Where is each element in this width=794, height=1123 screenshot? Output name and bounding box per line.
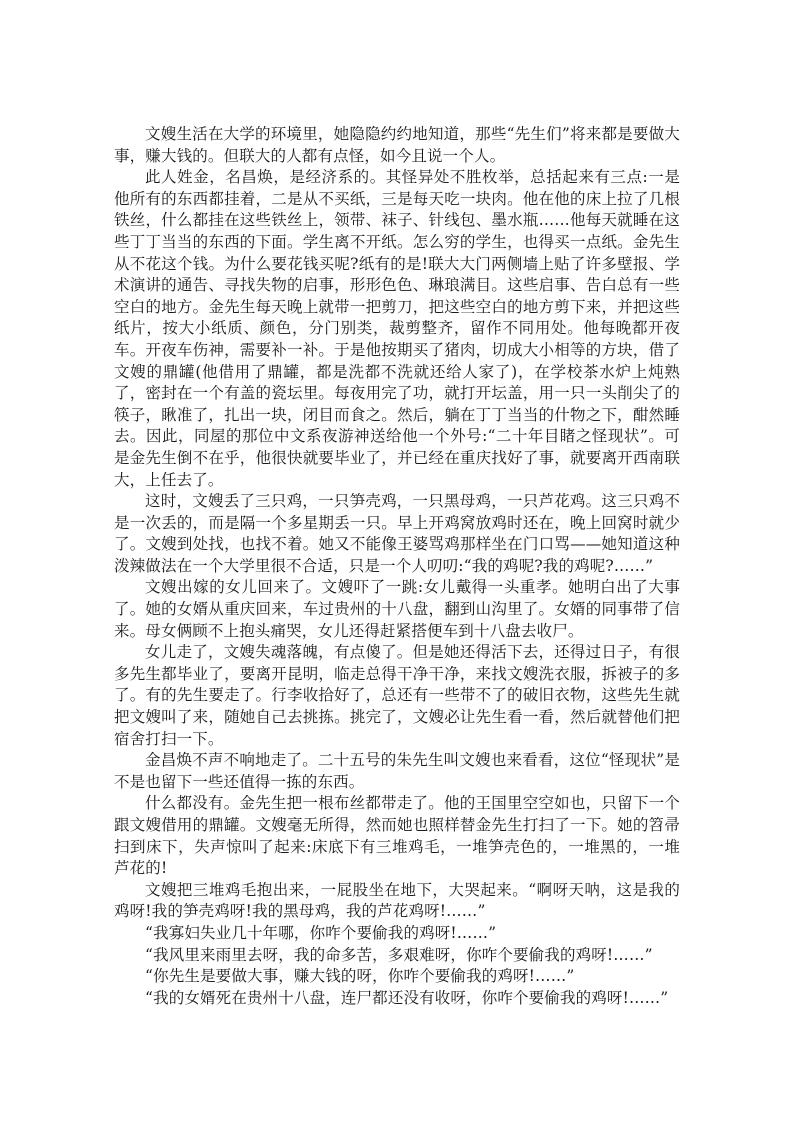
paragraph: 什么都没有。金先生把一根布丝都带走了。他的王国里空空如也，只留下一个跟文嫂借用的鼎罐。文嫂毫无所得，然而她也照样替金先生打扫了一下。她的笤帚扫到床下，失声惊叫了起来:床底下有三堆鸡毛，一堆笋壳色的，一堆黑的，一堆芦花的! <box>114 794 680 878</box>
paragraph: 文嫂生活在大学的环境里，她隐隐约约地知道，那些“先生们”将来都是要做大事，赚大钱的。但联大的人都有点怪，如今且说一个人。 <box>114 125 680 165</box>
paragraph: 女儿走了，文嫂失魂落魄，有点傻了。但是她还得活下去，还得过日子，有很多先生都毕业了，要离开昆明，临走总得干净干净，来找文嫂洗衣服，拆被子的多了。有的先生要走了。行李收拾好了，总还有一些带不了的破旧衣物，这些先生就把文嫂叫了来，随她自己去挑拣。挑完了，文嫂必让先生看一看，然后就替他们把宿舍打扫一下。 <box>114 643 680 748</box>
quote-paragraph: “我的女婿死在贵州十八盘，连尸都还没有收呀，你咋个要偷我的鸡呀!……” <box>145 988 669 1007</box>
paragraph: 此人姓金，名昌焕，是经济系的。其怪异处不胜枚举，总括起来有三点:一是他所有的东西都挂着，二是从不买纸，三是每天吃一块肉。他在他的床上拉了几根铁丝，什么都挂在这些铁丝上，领带、袜子、针线包、墨水瓶……他每天就睡在这些丁丁当当的东西的下面。学生离不开纸。怎么穷的学生，也得买一点纸。金先生从不花这个钱。为什么要花钱买呢?纸有的是!联大大门两侧墙上贴了许多壁报、学术演讲的通告、寻找失物的启事，形形色色、琳琅满目。这些启事、告白总有一些空白的地方。金先生每天晚上就带一把剪刀，把这些空白的地方剪下来，并把这些纸片，按大小纸质、颜色，分门别类，裁剪整齐，留作不同用处。他每晚都开夜车。开夜车伤神，需要补一补。于是他按期买了猪肉，切成大小相等的方块，借了文嫂的鼎罐(他借用了鼎罐，都是洗都不洗就还给人家了)，在学校茶水炉上炖熟了，密封在一个有盖的瓷坛里。每夜用完了功，就打开坛盖，用一只一头削尖了的筷子，瞅准了，扎出一块，闭目而食之。然后，躺在丁丁当当的什物之下，酣然睡去。因此，同屋的那位中文系夜游神送给他一个外号:“二十年目睹之怪现状”。可是金先生倒不在乎，他很快就要毕业了，并已经在重庆找好了事，就要离开西南联大，上任去了。 <box>114 168 680 489</box>
quote-paragraph: “我寡妇失业几十年哪，你咋个要偷我的鸡呀!……” <box>145 923 497 942</box>
quote-paragraph: “你先生是要做大事，赚大钱的呀，你咋个要偷我的鸡呀!……” <box>145 967 575 986</box>
paragraph: 金昌焕不声不响地走了。二十五号的朱先生叫文嫂也来看看，这位“怪现状”是不是也留下一些还值得一拣的东西。 <box>114 751 680 791</box>
paragraph: 文嫂出嫁的女儿回来了。文嫂吓了一跳:女儿戴得一头重孝。她明白出了大事了。她的女婿从重庆回来，车过贵州的十八盘，翻到山沟里了。女婿的同事带了信来。母女俩顾不上抱头痛哭，女儿还得赶紧搭便车到十八盘去收尸。 <box>114 578 680 640</box>
paragraph: 这时，文嫂丢了三只鸡，一只笋壳鸡，一只黑母鸡，一只芦花鸡。这三只鸡不是一次丢的，而是隔一个多星期丢一只。早上开鸡窝放鸡时还在，晚上回窝时就少了。文嫂到处找，也找不着。她又不能像王婆骂鸡那样坐在门口骂——她知道这种泼辣做法在一个大学里很不合适，只是一个人叨叨:“我的鸡呢?我的鸡呢?……” <box>114 492 680 575</box>
quote-paragraph: “我风里来雨里去呀，我的命多苦，多艰难呀，你咋个要偷我的鸡呀!……” <box>145 945 653 964</box>
article-body <box>114 124 680 1009</box>
paragraph: 文嫂把三堆鸡毛抱出来，一屁股坐在地下，大哭起来。“啊呀天呐，这是我的鸡呀!我的笋壳鸡呀!我的黑母鸡，我的芦花鸡呀!……” <box>114 880 680 921</box>
